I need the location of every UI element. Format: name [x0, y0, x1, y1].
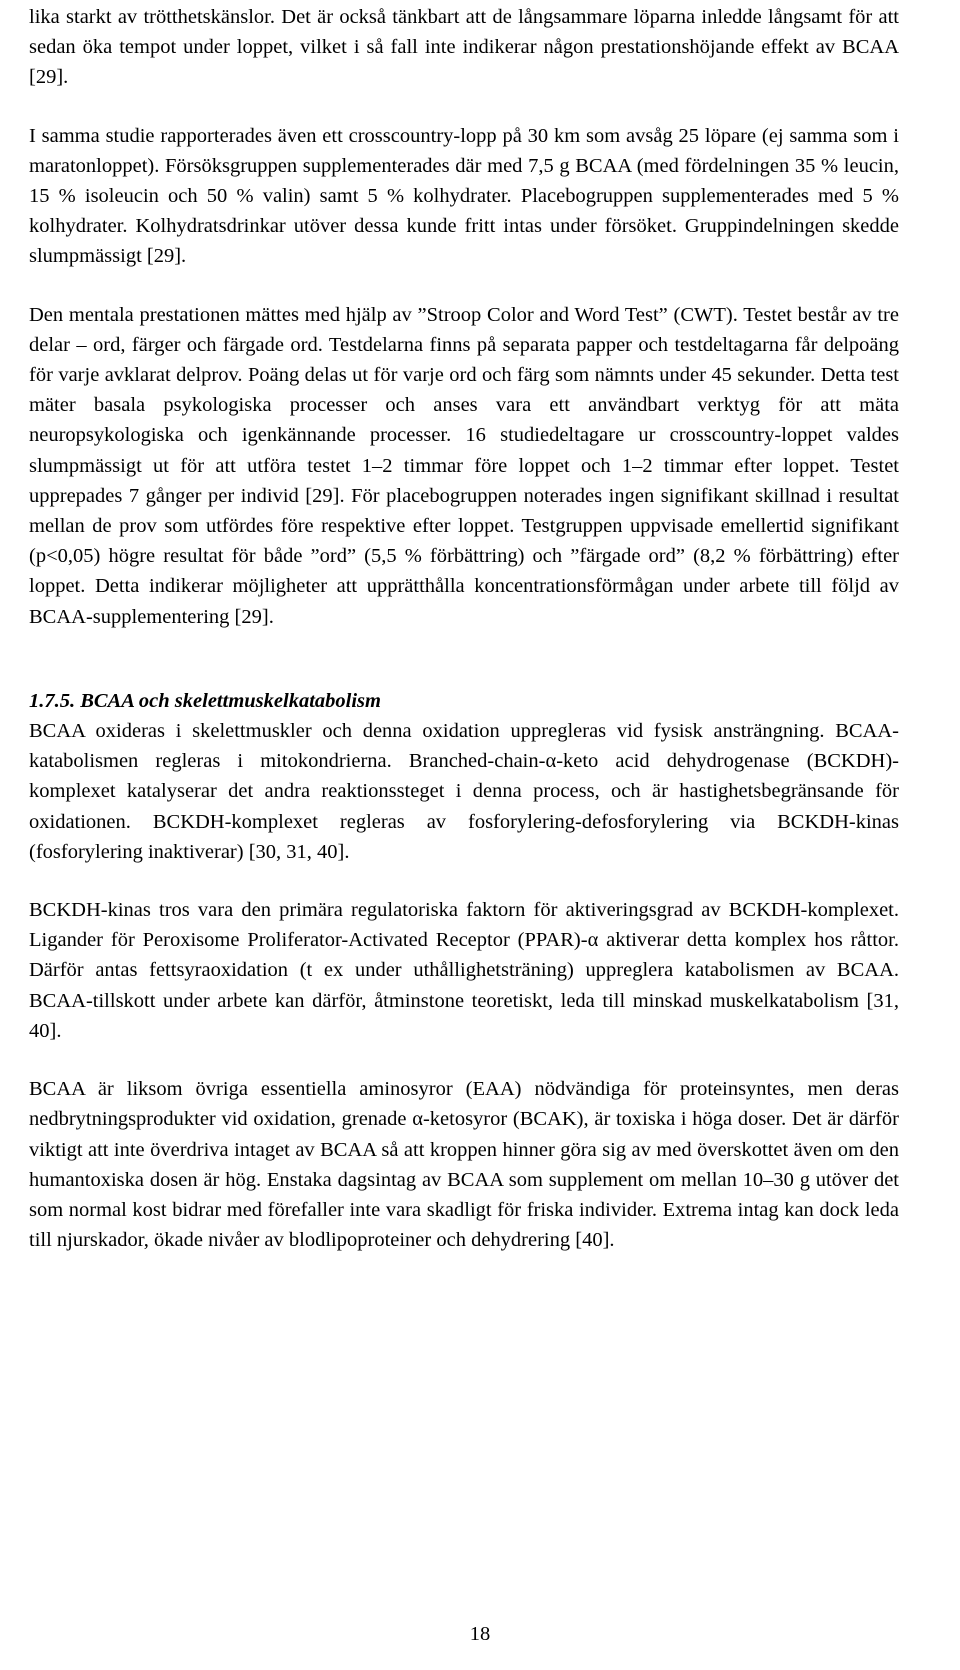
section-heading: 1.7.5. BCAA och skelettmuskelkatabolism: [29, 689, 381, 712]
paragraph-mental-performance: Den mentala prestationen mättes med hjälp av ”Stroop Color and Word Test” (CWT). Testet består av tre delar – ord, färger och färgade ord. Testdelarna finns på separata papper och testdeltagarna får delpoäng för varje avklarat delprov. Poäng delas ut för varje ord och färg som nämnts under 45 sekunder. Detta test mäter basala psykologiska processer och anses vara ett användbart verktyg för att mäta neuropsykologiska och igenkännande processer. 16 studiedeltagare ur crosscountry-loppet valdes slumpmässigt ut för att utföra testet 1–2 timmar före loppet och 1–2 timmar efter loppet. Testet upprepades 7 gånger per individ [29]. För placebogruppen noterades ingen signifikant skillnad i resultat mellan de prov som utfördes före respektive efter loppet. Testgruppen uppvisade emellertid signifikant (p<0,05) högre resultat för både ”ord” (5,5 % förbättring) och ”färgade ord” (8,2 % förbättring) efter loppet. Detta indikerar möjligheter att upprätthålla koncentrationsförmågan under arbete till följd av BCAA-supplementering [29].: [29, 303, 899, 628]
paragraph-bckdh-kinase: BCKDH-kinas tros vara den primära regulatoriska faktorn för aktiveringsgrad av BCKDH-komplexet. Ligander för Peroxisome Proliferator-Activated Receptor (PPAR)-α aktiverar detta komplex hos råttor. Därför antas fettsyraoxidation (t ex under uthållighetsträning) uppreglera katabolismen av BCAA. BCAA-tillskott under arbete kan därför, åtminstone teoretiskt, leda till minskad muskelkatabolism [31, 40].: [29, 899, 899, 1042]
page-content: [29, 0, 899, 1255]
page-number: 18: [469, 1623, 491, 1645]
paragraph-crosscountry-study: I samma studie rapporterades även ett crosscountry-lopp på 30 km som avsåg 25 löpare (ej samma som i maratonloppet). Försöksgruppen supplementerades där med 7,5 g BCAA (med fördelningen 35 % leucin, 15 % isoleucin och 50 % valin) samt 5 % kolhydrater. Placebogruppen supplementerades med 5 % kolhydrater. Kolhydratsdrinkar utöver dessa kunde fritt intas under försöket. Gruppindelningen skedde slumpmässigt [29].: [29, 124, 899, 268]
paragraph-continuation: lika starkt av trötthetskänslor. Det är också tänkbart att de långsammare löparna inledde långsamt för att sedan öka tempot under loppet, vilket i så fall inte indikerar någon prestationshöjande effekt av BCAA [29].: [29, 6, 899, 89]
paragraph-bcaa-toxicity: BCAA är liksom övriga essentiella aminosyror (EAA) nödvändiga för proteinsyntes, men deras nedbrytningsprodukter vid oxidation, grenade α-ketosyror (BCAK), är toxiska i höga doser. Det är därför viktigt att inte överdriva intaget av BCAA så att kroppen hinner göra sig av med överskottet även om den humantoxiska dosen är hög. Enstaka dagsintag av BCAA som supplement om mellan 10–30 g utöver det som normal kost bidrar med förefaller inte vara skadligt för friska individer. Extrema intag kan dock leda till njurskador, ökade nivåer av blodlipoproteiner och dehydrering [40].: [29, 1078, 899, 1252]
paragraph-bcaa-oxidation: BCAA oxideras i skelettmuskler och denna oxidation uppregleras vid fysisk ansträngning. BCAA-katabolismen regleras i mitokondrierna. Branched-chain-α-keto acid dehydrogenase (BCKDH)-komplexet katalyserar det andra reaktionssteget i denna process, och är hastighetsbegränsande för oxidationen. BCKDH-komplexet regleras av fosforylering-defosforylering via BCKDH-kinas (fosforylering inaktiverar) [30, 31, 40].: [29, 720, 899, 863]
